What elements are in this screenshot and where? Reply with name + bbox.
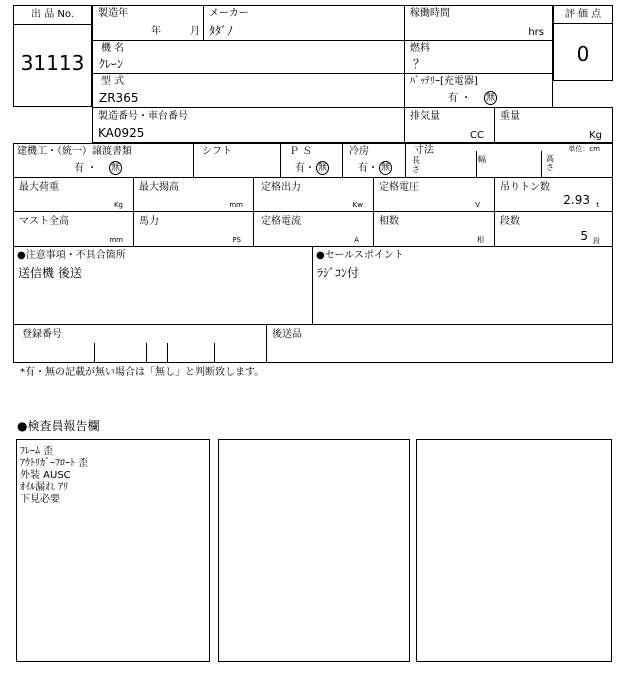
lift-ton-unit: t [596, 201, 599, 209]
rated-voltage-cell [373, 177, 495, 212]
serial-label: 製造番号・車台番号 [98, 111, 188, 122]
type-label: 型 式 [101, 76, 125, 87]
rated-output-unit: Kw [352, 201, 363, 209]
lot-number-box [13, 5, 92, 107]
max-lift-label: 最大揚高 [139, 182, 179, 193]
battery-no-wrap [484, 91, 497, 105]
type-value: ZR365 [99, 91, 139, 105]
height-label: 高さ [546, 154, 554, 172]
battery-label: ﾊﾞｯﾃﾘｰ[充電器] [410, 76, 478, 87]
hours-cell [404, 5, 553, 41]
lift-ton-label: 吊りトン数 [500, 182, 550, 193]
horsepower-cell [133, 211, 254, 247]
lift-ton-value: 2.93 [563, 193, 590, 207]
rated-voltage-unit: V [475, 201, 480, 209]
width-label: 幅 [478, 155, 486, 164]
caution-value: 送信機 後送 [18, 266, 82, 280]
divider [167, 343, 168, 362]
battery-yes: 有 ・ [448, 93, 472, 104]
rated-voltage-label: 定格電圧 [379, 182, 419, 193]
phase-label: 相数 [379, 216, 399, 227]
report-line: 外装 AUSC [20, 470, 71, 481]
mast-height-label: マスト全高 [19, 216, 69, 227]
year-cell [92, 5, 204, 41]
ac-yes: 有・ [358, 163, 378, 174]
transfer-docs-no-wrap [109, 161, 122, 175]
dimensions-unit-note: 単位：cm [568, 145, 600, 153]
caution-cell [13, 246, 313, 325]
ps-no: 無 [318, 163, 328, 173]
max-lift-unit: mm [229, 201, 243, 209]
max-load-label: 最大荷重 [19, 182, 59, 193]
divider [146, 343, 147, 362]
rated-output-cell [253, 177, 374, 212]
displacement-label: 排気量 [410, 111, 440, 122]
fuel-value: ？ [413, 57, 426, 71]
shift-cell [193, 143, 281, 178]
rating-box [553, 5, 613, 81]
dimensions-cell [405, 143, 613, 178]
ac-no-wrap [379, 161, 392, 175]
maker-label: メーカー [209, 8, 249, 19]
later-items-cell [266, 324, 613, 363]
hours-label: 稼働時間 [410, 8, 450, 19]
transfer-docs-cell [13, 143, 194, 178]
transfer-docs-yes: 有 ・ [74, 163, 98, 174]
sales-point-label: ●セールスポイント [316, 250, 404, 261]
sales-point-cell [312, 246, 613, 325]
later-items-label: 後送品 [272, 329, 302, 340]
phase-cell [373, 211, 495, 247]
ps-label: Ｐ Ｓ [289, 146, 313, 157]
rated-current-unit: A [354, 236, 359, 244]
inspector-report-box-2 [218, 439, 410, 662]
type-cell [92, 73, 405, 108]
divider [14, 24, 91, 25]
rated-current-cell [253, 211, 374, 247]
ps-yes: 有・ [295, 163, 315, 174]
weight-unit: Kg [589, 130, 602, 141]
registration-cell [13, 324, 267, 363]
mast-height-unit: mm [109, 236, 123, 244]
battery-cell [404, 73, 553, 108]
max-load-cell [13, 177, 134, 212]
ps-no-wrap [316, 161, 329, 175]
stages-unit: 段 [593, 237, 600, 245]
caution-label: ●注意事項・不具合箇所 [17, 250, 126, 261]
inspector-report-box-3 [416, 439, 612, 662]
stages-value: 5 [580, 229, 588, 243]
inspector-report-box-1 [16, 439, 210, 662]
weight-cell [494, 107, 613, 143]
divider [214, 343, 215, 362]
lot-label: 出 品 No. [31, 9, 74, 20]
hours-unit: hrs [528, 27, 544, 38]
year-label: 製造年 [98, 8, 128, 19]
displacement-unit: CC [470, 130, 484, 141]
rated-output-label: 定格出力 [261, 182, 301, 193]
serial-value: KA0925 [98, 126, 145, 140]
battery-no: 無 [486, 93, 496, 103]
inspector-title: ●検査員報告欄 [17, 419, 100, 433]
stages-label: 段数 [500, 216, 520, 227]
footnote: *有・無の記載が無い場合は「無し」と判断致します。 [20, 367, 265, 378]
displacement-cell [404, 107, 495, 143]
lift-ton-cell [494, 177, 613, 212]
report-line: ｵｲﾙ漏れ ｱﾘ [20, 482, 69, 493]
model-name-value: ｸﾚｰﾝ [99, 57, 124, 71]
transfer-docs-label: 建機工・（統一）譲渡書類 [17, 146, 132, 157]
shift-label: シフト [202, 146, 232, 157]
length-label: 長さ [412, 156, 420, 174]
rated-current-label: 定格電流 [261, 216, 301, 227]
report-line: ﾌﾚｰﾑ 歪 [20, 446, 54, 457]
year-suffix: 年 [151, 26, 161, 37]
phase-unit: 相 [477, 236, 484, 244]
ac-label: 冷房 [349, 146, 369, 157]
divider [476, 151, 477, 177]
report-line: ｱｳﾄﾘｶﾞｰﾌﾛｰﾄ 歪 [20, 458, 89, 469]
month-suffix: 月 [190, 26, 200, 37]
model-name-cell [92, 40, 405, 74]
stages-cell [494, 211, 613, 247]
lot-number: 31113 [20, 51, 85, 75]
sales-point-value: ﾗｼﾞｺﾝ付 [317, 266, 360, 280]
horsepower-unit: PS [232, 236, 241, 244]
registration-label: 登録番号 [22, 329, 62, 340]
weight-label: 重量 [500, 111, 520, 122]
model-name-label: 機 名 [101, 43, 125, 54]
ac-cell [342, 143, 406, 178]
maker-cell [203, 5, 405, 41]
divider [94, 343, 95, 362]
fuel-label: 燃料 [410, 43, 430, 54]
maker-value: ﾀﾀﾞﾉ [209, 24, 234, 38]
divider [554, 23, 612, 24]
fuel-cell [404, 40, 553, 74]
max-load-unit: Kg [113, 201, 123, 209]
dimensions-label: 寸法 [414, 145, 434, 156]
divider [541, 151, 542, 177]
rating-label: 評 価 点 [564, 9, 602, 20]
report-line: 下見必要 [20, 494, 60, 505]
ac-no: 無 [381, 163, 391, 173]
serial-cell [92, 107, 405, 143]
rating-value: 0 [576, 42, 590, 66]
mast-height-cell [13, 211, 134, 247]
horsepower-label: 馬力 [139, 216, 159, 227]
ps-cell [280, 143, 343, 178]
max-lift-cell [133, 177, 254, 212]
transfer-docs-no: 無 [111, 163, 121, 173]
